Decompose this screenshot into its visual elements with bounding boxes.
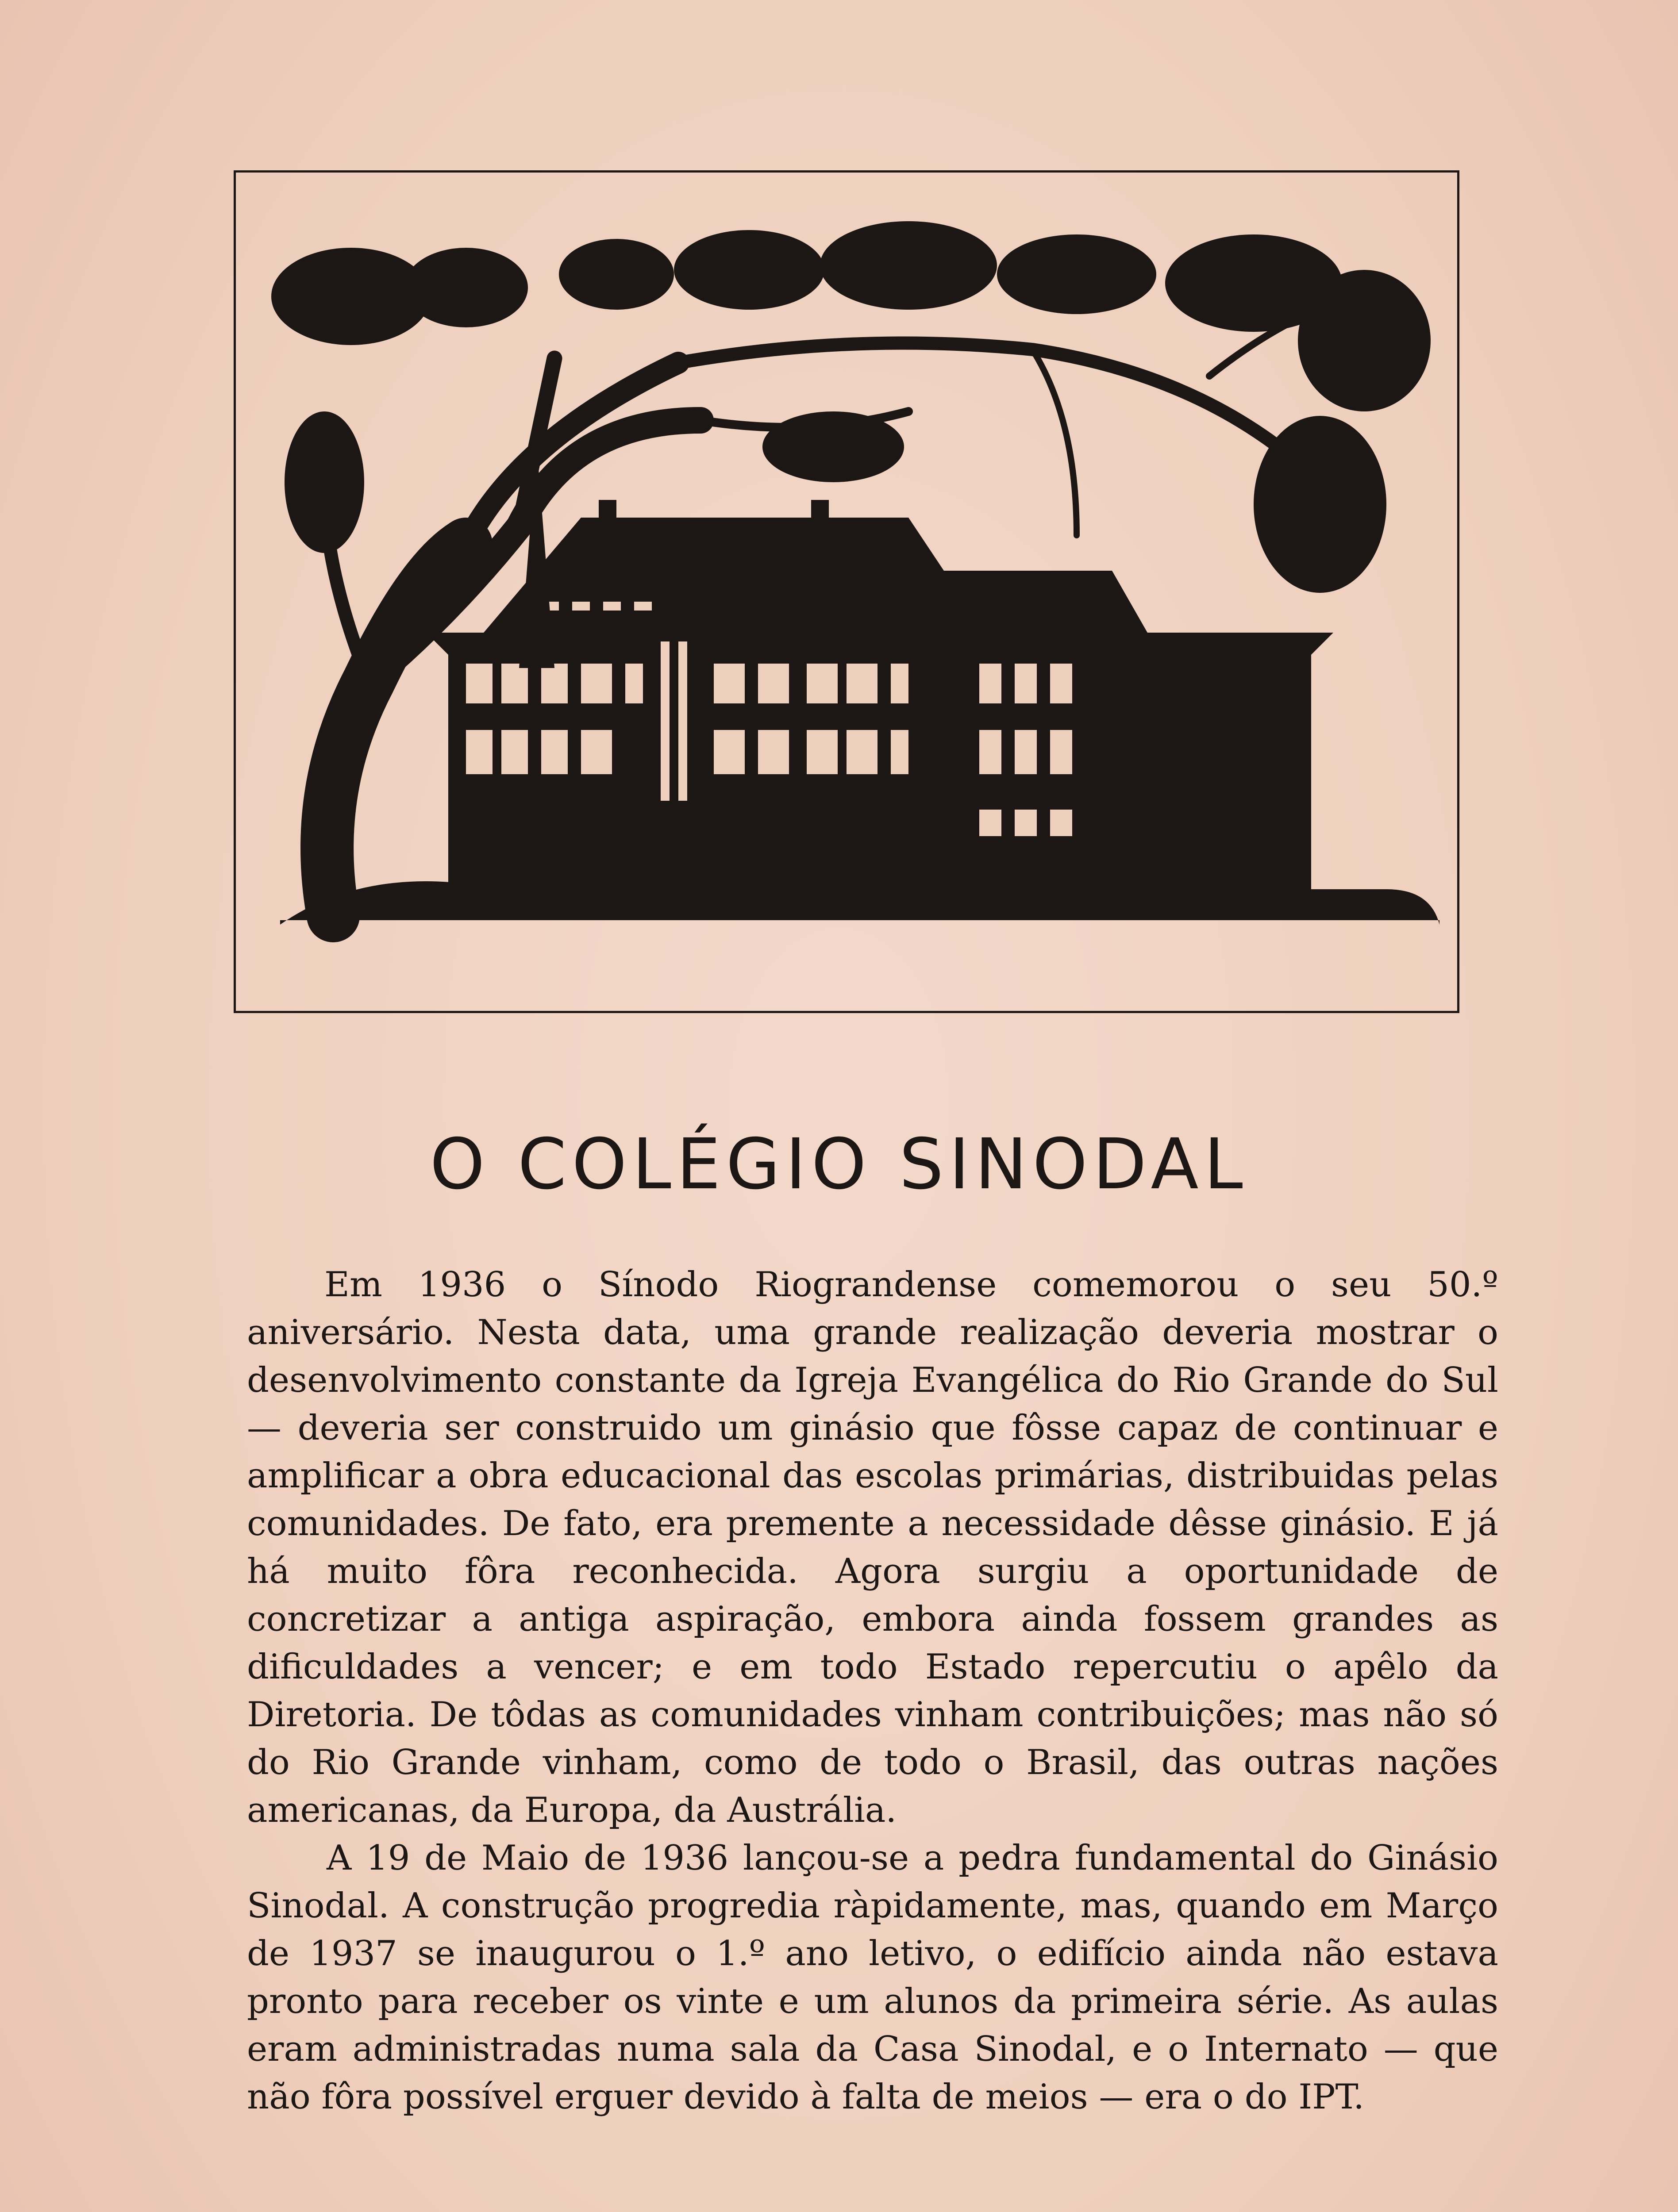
illustration-frame: [234, 170, 1459, 1013]
body-text: [247, 1261, 1498, 2121]
paragraph-2: A 19 de Maio de 1936 lançou-se a pedra fundamental do Ginásio Sinodal. A construção progredia ràpidamente, mas, quando em Março de 1937 se inaugurou o 1.º ano letivo, o edifício ainda não estava pronto para receber os vinte e um alunos da primeira série. As aulas eram administradas numa sala da Casa Sinodal, e o Internato — que não fôra possível erguer devido à falta de meios — era o do IPT.: [247, 1838, 1498, 2117]
school-building-silhouette-icon: [236, 173, 1457, 1011]
page-title: O COLÉGIO SINODAL: [430, 1124, 1248, 1205]
paragraph-1: Em 1936 o Sínodo Riograndense comemorou o seu 50.º aniversário. Nesta data, uma grande realização deveria mostrar o desenvolvimento constante da Igreja Evangélica do Rio Grande do Sul — deveria ser construido um ginásio que fôsse capaz de continuar e amplificar a obra educacional das escolas primárias, distribuidas pelas comunidades. De fato, era premente a necessidade dêsse ginásio. E já há muito fôra reconhecida. Agora surgiu a oportunidade de concretizar a antiga aspiração, embora ainda fossem grandes as dificuldades a vencer; e em todo Estado repercutiu o apêlo da Diretoria. De tôdas as comunidades vinham contribuições; mas não só do Rio Grande vinham, como de todo o Brasil, das outras nações americanas, da Europa, da Austrália.: [247, 1265, 1498, 1830]
